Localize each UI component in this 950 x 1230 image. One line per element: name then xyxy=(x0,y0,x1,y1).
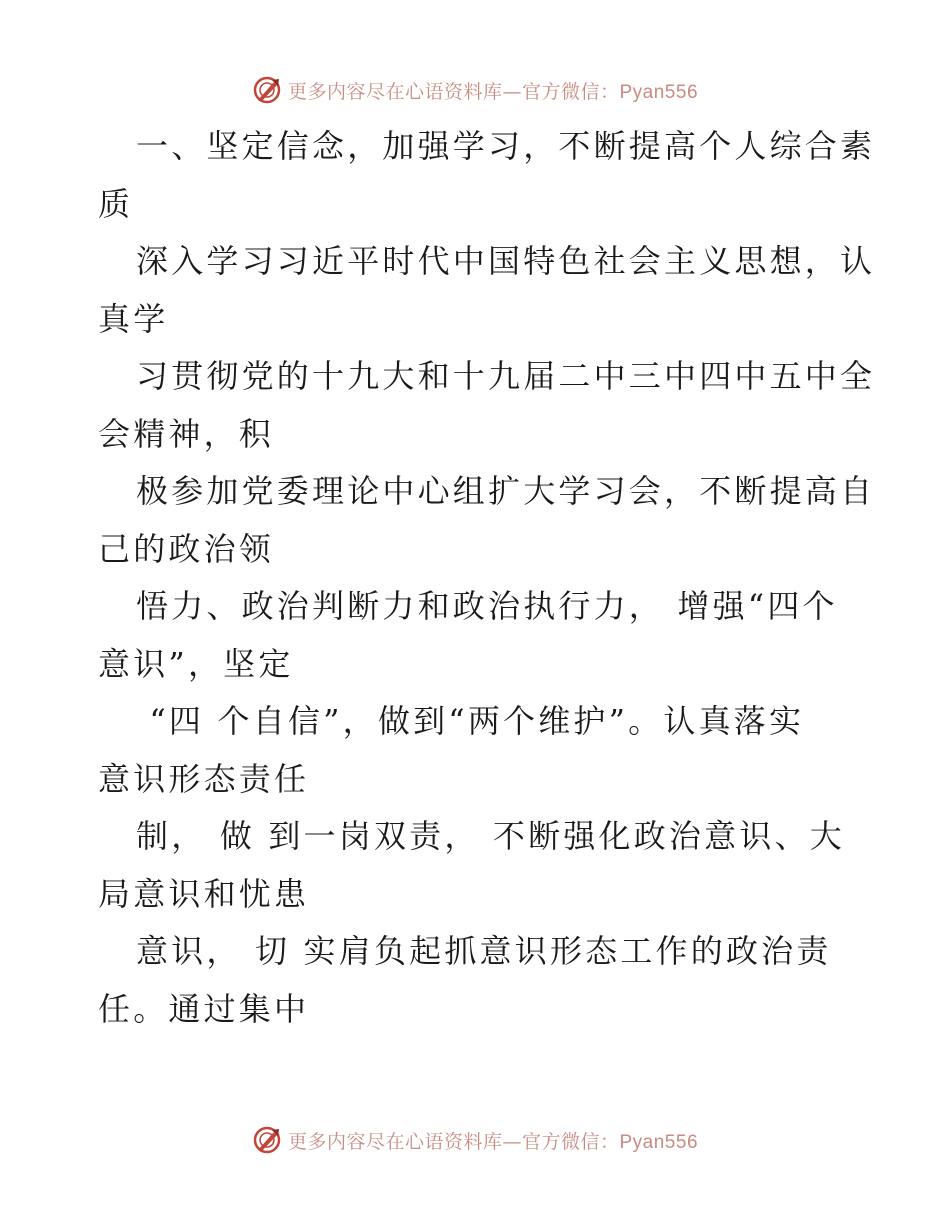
paragraph-line-wrap: 任。通过集中 xyxy=(98,989,310,1028)
paragraph-line: 习贯彻党的十九大和十九届二中三中四中五中全 xyxy=(136,357,876,395)
paragraph-line-wrap: 意识形态责任 xyxy=(98,759,310,798)
paragraph-line: “四 个自信”，做到“两个维护”。认真落实 xyxy=(136,702,805,740)
header-watermark xyxy=(0,70,950,110)
paragraph-line-wrap: 局意识和忧患 xyxy=(98,874,310,913)
section-heading-line: 一、坚定信念，加强学习，不断提高个人综合素 xyxy=(136,127,876,165)
pen-logo-icon xyxy=(252,1125,282,1155)
footer-watermark xyxy=(0,1120,950,1160)
paragraph-line: 意识， 切 实肩负起抓意识形态工作的政治责 xyxy=(136,932,832,970)
watermark-text: 更多内容尽在心语资料库—官方微信：Pyan556 xyxy=(287,80,699,103)
paragraph-line-wrap: 会精神，积 xyxy=(98,414,275,453)
paragraph-line: 悟力、政治判断力和政治执行力， 增强“四个 xyxy=(136,587,838,625)
paragraph-line-wrap: 真学 xyxy=(98,299,169,338)
watermark-text: 更多内容尽在心语资料库—官方微信：Pyan556 xyxy=(287,1130,699,1153)
section-heading-continuation: 质 xyxy=(98,184,134,223)
paragraph-line-wrap: 意识”，坚定 xyxy=(98,644,294,683)
document-body xyxy=(98,118,876,1038)
paragraph-line: 深入学习习近平时代中国特色社会主义思想，认 xyxy=(136,242,876,280)
paragraph-line-wrap: 己的政治领 xyxy=(98,529,275,568)
paragraph-line: 极参加党委理论中心组扩大学习会，不断提高自 xyxy=(136,472,876,510)
paragraph-line: 制， 做 到一岗双责， 不断强化政治意识、大 xyxy=(136,817,845,855)
pen-logo-icon xyxy=(252,75,282,105)
